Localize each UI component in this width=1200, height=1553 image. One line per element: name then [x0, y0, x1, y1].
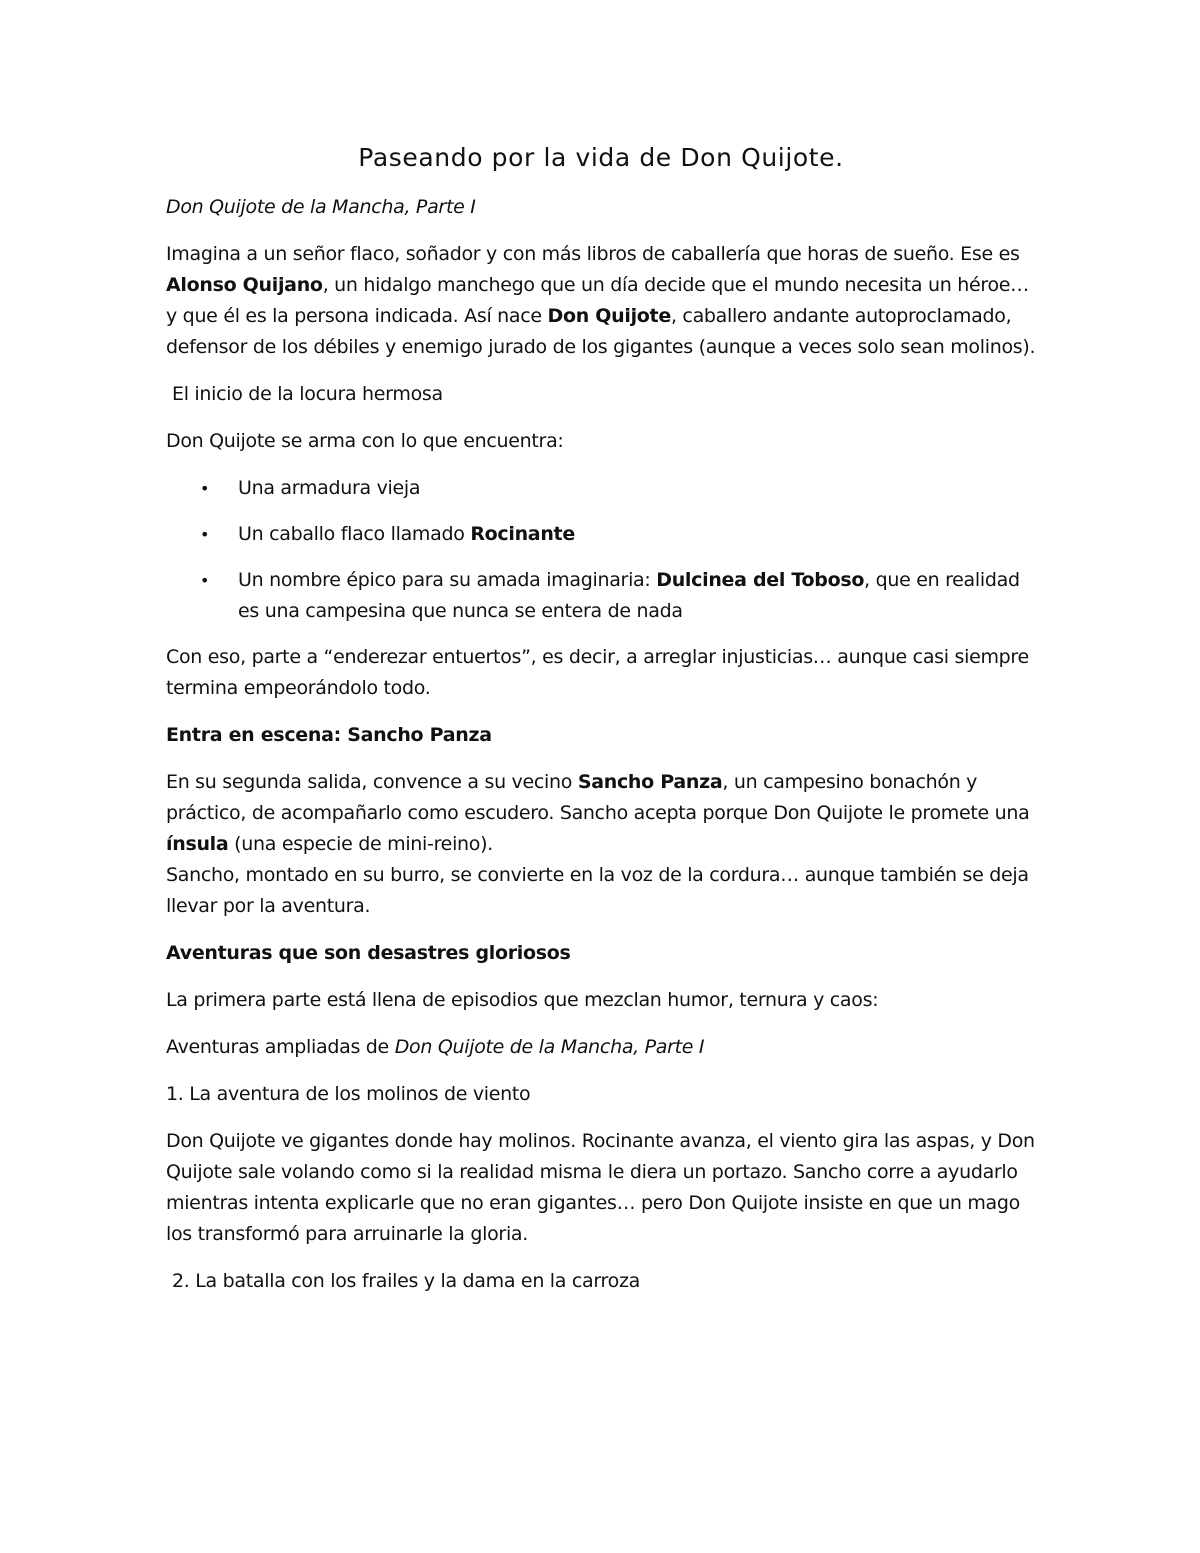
- intro-bold-quijote: Don Quijote: [547, 305, 671, 327]
- section2-bold-insula: ínsula: [166, 833, 229, 855]
- document-body: [166, 138, 1036, 1313]
- list-item: [166, 473, 1036, 504]
- intro-bold-alonso: Alonso Quijano: [166, 274, 323, 296]
- adventures-intro-text: Aventuras ampliadas de: [166, 1036, 395, 1058]
- intro-text-1: Imagina a un señor flaco, soñador y con más libros de caballería que horas de sueño. Ese es: [166, 243, 1020, 265]
- section2-text-4: Sancho, montado en su burro, se convierte en la voz de la cordura… aunque también se deja llevar por la aventura.: [166, 864, 1029, 917]
- section2-text-2: , un campesino bonachón y práctico, de acompañarlo como escudero. Sancho acepta porque Don Quijote le promete una: [166, 771, 1030, 824]
- document-title: Paseando por la vida de Don Quijote.: [358, 143, 844, 172]
- section2-heading: Entra en escena: Sancho Panza: [166, 724, 492, 746]
- list-item-text: Un caballo flaco llamado: [238, 523, 471, 545]
- bullet-icon: •: [200, 479, 210, 498]
- section2-text-3: (una especie de mini-reino).: [228, 833, 493, 855]
- adventures-intro: [166, 1032, 1036, 1063]
- section1-lead: Don Quijote se arma con lo que encuentra:: [166, 430, 564, 452]
- document-subtitle: Don Quijote de la Mancha, Parte I: [166, 196, 476, 218]
- list-item-text: Un nombre épico para su amada imaginaria:: [238, 569, 657, 591]
- intro-text-2: , un hidalgo manchego que un día decide que el mundo necesita un héroe… y que él es la persona indicada. Así nace: [166, 274, 1029, 327]
- section1-heading: El inicio de la locura hermosa: [172, 383, 443, 405]
- adventure1-body: Don Quijote ve gigantes donde hay molinos. Rocinante avanza, el viento gira las aspas, y Don Quijote sale volando como si la realidad misma le diera un portazo. Sancho corre a ayudarlo mientras intenta explicarle que no eran gigantes… pero Don Quijote insiste en que un mago los transformó para arruinarle la gloria.: [166, 1130, 1035, 1245]
- list-item-bold: Rocinante: [470, 523, 575, 545]
- adventure2-title: 2. La batalla con los frailes y la dama en la carroza: [172, 1270, 640, 1292]
- section1-close: Con eso, parte a “enderezar entuertos”, es decir, a arreglar injusticias… aunque casi siempre termina empeorándolo todo.: [166, 646, 1029, 699]
- list-item: [166, 565, 1036, 627]
- list-item-rest: , que en realidad es una campesina que nunca se entera de nada: [238, 569, 1020, 622]
- intro-paragraph: [166, 239, 1036, 363]
- section2-text-1: En su segunda salida, convence a su vecino: [166, 771, 578, 793]
- intro-text-3: , caballero andante autoproclamado, defensor de los débiles y enemigo jurado de los gigantes (aunque a veces solo sean molinos).: [166, 305, 1036, 358]
- bullet-icon: •: [200, 571, 210, 590]
- section3-heading: Aventuras que son desastres gloriosos: [166, 942, 571, 964]
- section3-lead: La primera parte está llena de episodios que mezclan humor, ternura y caos:: [166, 989, 879, 1011]
- equipment-list: [166, 473, 1036, 627]
- list-item-bold: Dulcinea del Toboso: [656, 569, 865, 591]
- adventures-intro-italic: Don Quijote de la Mancha, Parte I: [394, 1036, 705, 1058]
- section2-paragraph: [166, 767, 1036, 922]
- list-item-text: Una armadura vieja: [238, 477, 421, 499]
- list-item: [166, 519, 1036, 550]
- bullet-icon: •: [200, 525, 210, 544]
- section2-bold-sancho: Sancho Panza: [577, 771, 723, 793]
- adventure1-title: 1. La aventura de los molinos de viento: [166, 1083, 531, 1105]
